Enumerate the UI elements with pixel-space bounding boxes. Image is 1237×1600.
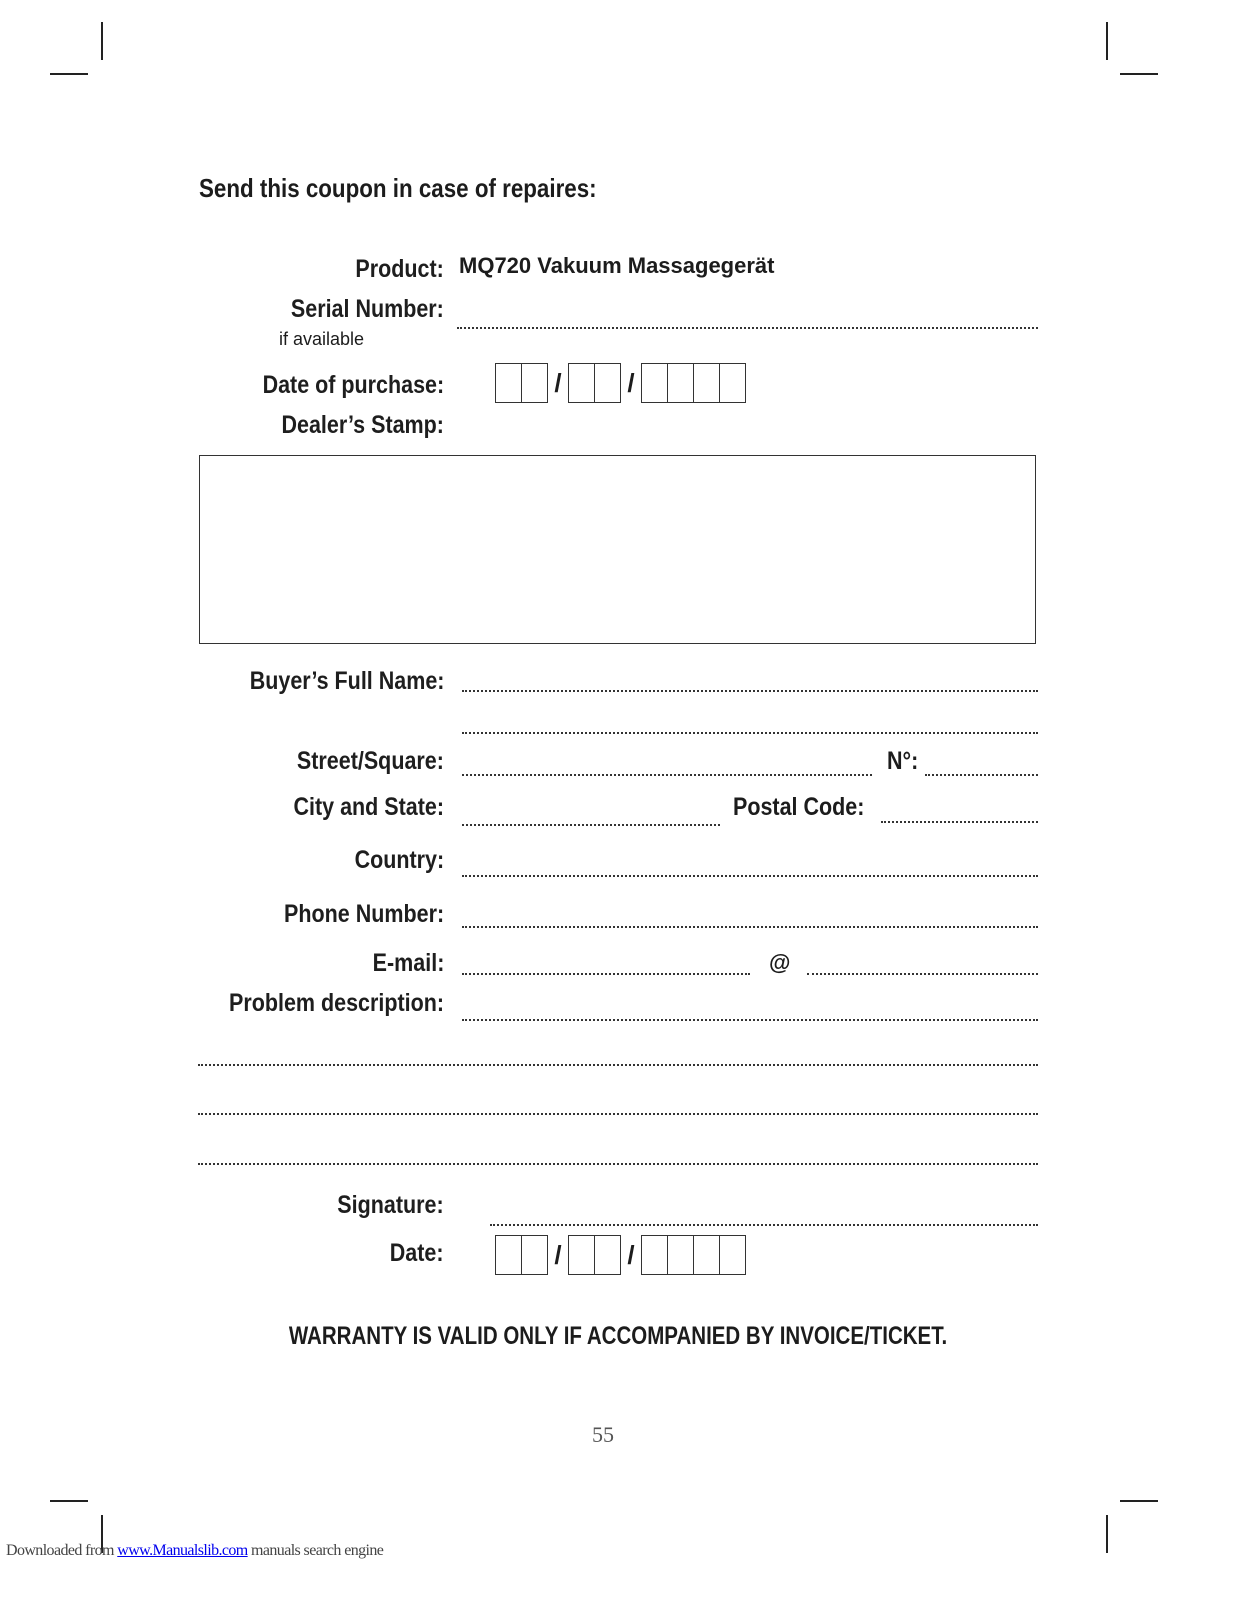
signature-label: Signature: [337,1191,444,1219]
month-boxes[interactable] [568,1235,621,1275]
serial-note: if available [279,329,365,349]
city-state-label: City and State: [293,793,444,821]
month-boxes[interactable] [568,363,621,403]
problem-field-line-4[interactable] [198,1163,1038,1165]
year-boxes[interactable] [641,363,746,403]
date-separator: / [554,368,562,398]
crop-mark [1120,73,1158,75]
country-field[interactable] [462,875,1038,877]
problem-field-line-3[interactable] [198,1113,1038,1115]
date-separator: / [627,1240,635,1270]
download-footer [6,1542,383,1560]
street-field[interactable] [462,774,872,776]
email-user-field[interactable] [462,973,750,975]
crop-mark [1120,1500,1158,1502]
crop-mark [50,73,88,75]
number-field[interactable] [925,774,1038,776]
year-boxes[interactable] [641,1235,746,1275]
problem-field[interactable] [462,1019,1038,1021]
manualslib-link[interactable]: www.Manualslib.com [117,1542,248,1559]
buyer-name-field[interactable] [462,690,1038,692]
product-value: MQ720 Vakuum Massagegerät [459,253,775,278]
date-separator: / [627,368,635,398]
number-label: N°: [887,747,919,775]
footer-prefix: Downloaded from [6,1542,118,1559]
day-boxes[interactable] [495,1235,548,1275]
email-label: E-mail: [372,949,444,977]
product-label: Product: [355,255,444,283]
email-domain-field[interactable] [807,973,1038,975]
date-label: Date: [390,1239,444,1267]
purchase-date-field[interactable] [495,363,746,403]
buyer-name-label: Buyer’s Full Name: [249,667,444,695]
crop-mark [1106,1515,1108,1553]
dealer-stamp-box[interactable] [199,455,1036,644]
footer-suffix: manuals search engine [247,1542,384,1559]
date-separator: / [554,1240,562,1270]
crop-mark [50,1500,88,1502]
street-label: Street/Square: [297,747,444,775]
dealer-stamp-label: Dealer’s Stamp: [281,411,444,439]
purchase-date-label: Date of purchase: [262,371,444,399]
crop-mark [101,22,103,60]
coupon-heading: Send this coupon in case of repaires: [199,173,597,203]
postal-code-label: Postal Code: [733,793,865,821]
country-label: Country: [354,846,444,874]
warranty-note: WARRANTY IS VALID ONLY IF ACCOMPANIED BY INVOICE/TICKET. [288,1322,948,1350]
email-at-sign: @ [769,950,791,975]
date-field[interactable] [495,1235,746,1275]
serial-number-label: Serial Number: [291,295,444,323]
phone-field[interactable] [462,926,1038,928]
buyer-name-field-line-2[interactable] [462,732,1038,734]
city-state-field[interactable] [462,824,720,826]
page-number: 55 [592,1422,614,1447]
postal-code-field[interactable] [881,821,1038,823]
phone-label: Phone Number: [283,900,444,928]
problem-field-line-2[interactable] [198,1064,1038,1066]
serial-number-field[interactable] [457,327,1038,329]
day-boxes[interactable] [495,363,548,403]
signature-field[interactable] [490,1224,1038,1226]
crop-mark [1106,22,1108,60]
problem-label: Problem description: [228,989,444,1017]
